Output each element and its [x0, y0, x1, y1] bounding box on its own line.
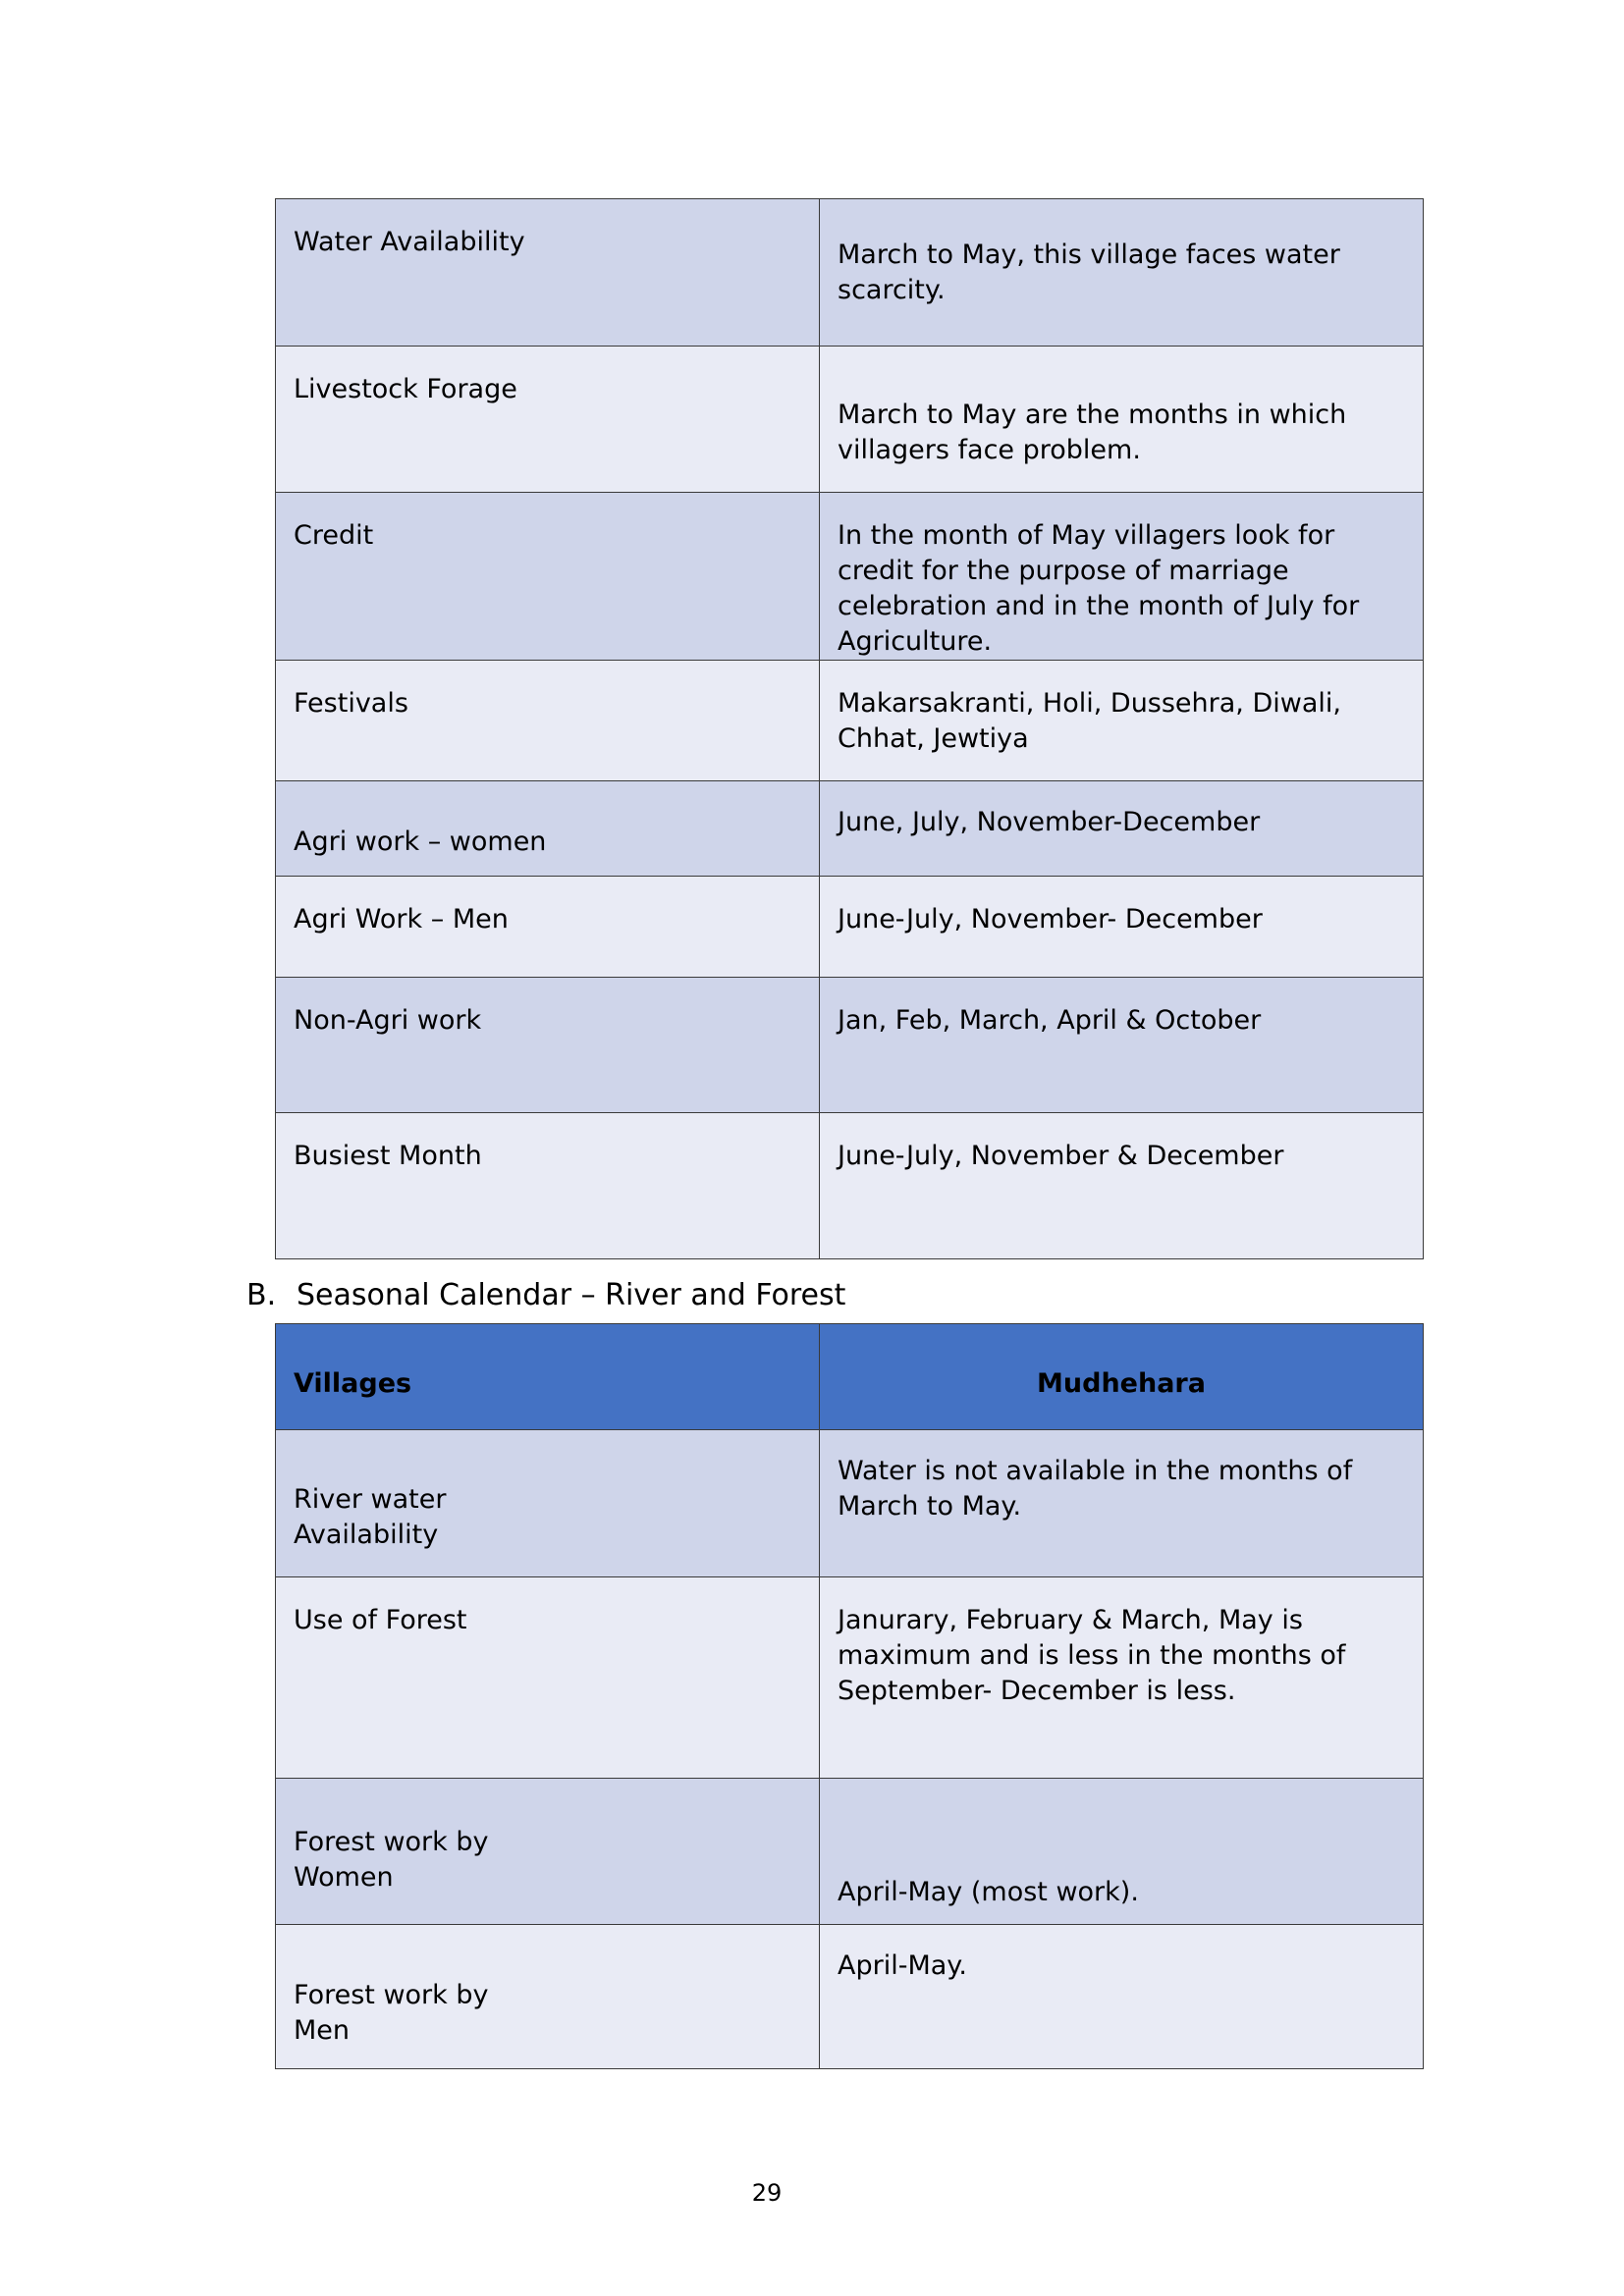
row-value: In the month of May villagers look for credit for the purpose of marriage celebration and in the month of July for Agriculture. [820, 493, 1424, 661]
section-title: Seasonal Calendar – River and Forest [297, 1278, 846, 1312]
row-value: Makarsakranti, Holi, Dussehra, Diwali, Chhat, Jewtiya [820, 661, 1424, 781]
section-heading [246, 1276, 845, 1315]
header-villages: Villages [276, 1324, 820, 1430]
row-value: April-May (most work). [820, 1779, 1424, 1925]
row-label: Agri Work – Men [276, 877, 820, 978]
river-forest-table [275, 1323, 1424, 2069]
seasonal-calendar-table [275, 198, 1424, 1259]
table-row [276, 1430, 1424, 1577]
row-value: April-May. [820, 1925, 1424, 2069]
row-value: March to May are the months in which villagers face problem. [820, 347, 1424, 493]
table-row [276, 347, 1424, 493]
table-row [276, 1779, 1424, 1925]
row-value: Janurary, February & March, May is maximum and is less in the months of September- December is less. [820, 1577, 1424, 1779]
row-label: Non-Agri work [276, 978, 820, 1113]
table-row [276, 1113, 1424, 1259]
header-village-name: Mudhehara [820, 1324, 1424, 1430]
section-letter: B. [246, 1278, 277, 1312]
row-label: Festivals [276, 661, 820, 781]
table-row [276, 877, 1424, 978]
table-row [276, 493, 1424, 661]
row-label: River water Availability [276, 1430, 820, 1577]
row-label: Water Availability [276, 199, 820, 347]
table-header-row [276, 1324, 1424, 1430]
table-row [276, 978, 1424, 1113]
row-label: Credit [276, 493, 820, 661]
row-label: Busiest Month [276, 1113, 820, 1259]
row-label: Livestock Forage [276, 347, 820, 493]
row-label: Agri work – women [276, 781, 820, 877]
row-label: Forest work by Women [276, 1779, 820, 1925]
row-value: June-July, November & December [820, 1113, 1424, 1259]
page-number: 29 [751, 2179, 783, 2207]
row-label: Forest work by Men [276, 1925, 820, 2069]
row-value: Water is not available in the months of March to May. [820, 1430, 1424, 1577]
table-row [276, 781, 1424, 877]
row-label: Use of Forest [276, 1577, 820, 1779]
row-value: June, July, November-December [820, 781, 1424, 877]
table-row [276, 661, 1424, 781]
row-value: March to May, this village faces water scarcity. [820, 199, 1424, 347]
row-value: June-July, November- December [820, 877, 1424, 978]
table-row [276, 199, 1424, 347]
row-value: Jan, Feb, March, April & October [820, 978, 1424, 1113]
table-row [276, 1577, 1424, 1779]
table-row [276, 1925, 1424, 2069]
